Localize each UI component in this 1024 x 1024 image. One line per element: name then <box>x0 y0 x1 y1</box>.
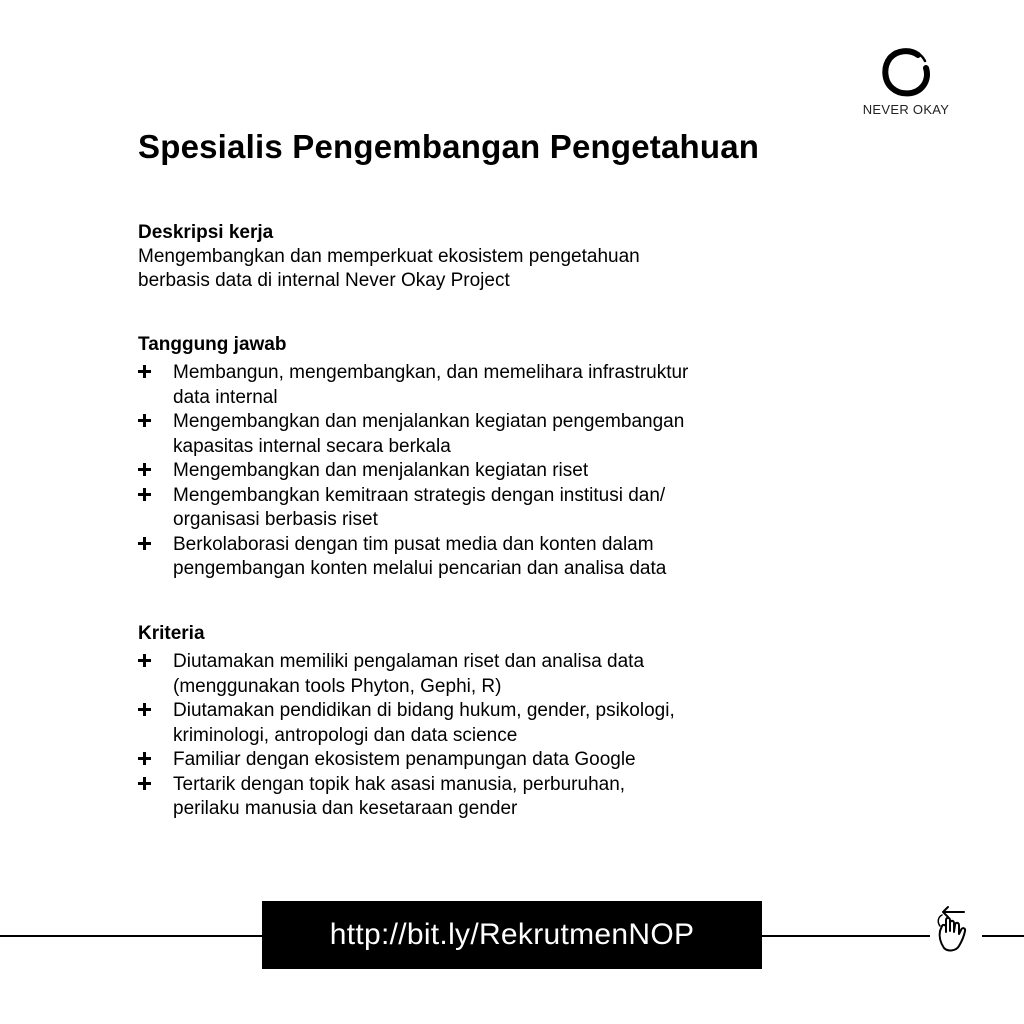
list-item <box>138 699 818 748</box>
list-item <box>138 650 818 699</box>
criteria-heading: Kriteria <box>138 623 205 644</box>
list-item <box>138 484 818 533</box>
list-item <box>138 748 818 773</box>
footer-rule-end <box>982 935 1024 937</box>
description-line: Mengembangkan dan memperkuat ekosistem pengetahuan <box>138 246 640 267</box>
brush-circle-icon <box>880 46 932 98</box>
footer-rule-left <box>0 935 262 937</box>
list-item <box>138 361 818 410</box>
list-item-line: Mengembangkan dan menjalankan kegiatan pengembangan <box>173 411 685 432</box>
list-item-line: Diutamakan pendidikan di bidang hukum, gender, psikologi, <box>173 700 675 721</box>
recruitment-link-text[interactable]: http://bit.ly/RekrutmenNOP <box>329 918 695 951</box>
plus-icon <box>138 488 151 501</box>
list-item-line: perilaku manusia dan kesetaraan gender <box>173 798 518 819</box>
plus-icon <box>138 752 151 765</box>
plus-icon <box>138 777 151 790</box>
list-item-line: kapasitas internal secara berkala <box>173 435 451 457</box>
list-item-line: Berkolaborasi dengan tim pusat media dan konten dalam <box>173 533 654 555</box>
list-item <box>138 459 818 484</box>
list-item-line: pengembangan konten melalui pencarian dan analisa data <box>173 558 667 579</box>
plus-icon <box>138 463 151 476</box>
list-item-line: Tertarik dengan topik hak asasi manusia, perburuhan, <box>173 773 626 795</box>
plus-icon <box>138 365 151 378</box>
responsibilities-heading: Tanggung jawab <box>138 334 287 355</box>
list-item-line: (menggunakan tools Phyton, Gephi, R) <box>173 675 502 697</box>
list-item <box>138 773 818 822</box>
description-heading: Deskripsi kerja <box>138 222 274 243</box>
description-line: berbasis data di internal Never Okay Project <box>138 270 510 291</box>
recruitment-link[interactable] <box>262 901 762 969</box>
responsibilities-list <box>138 361 818 582</box>
responsibilities-section <box>138 333 818 582</box>
list-item-line: Diutamakan memiliki pengalaman riset dan analisa data <box>173 651 645 672</box>
list-item <box>138 410 818 459</box>
page-title: Spesialis Pengembangan Pengetahuan <box>138 128 760 165</box>
list-item-line: Mengembangkan dan menjalankan kegiatan riset <box>173 460 589 481</box>
criteria-section <box>138 622 818 822</box>
list-item <box>138 533 818 582</box>
swipe-hand-icon <box>934 904 978 956</box>
description-section <box>138 221 818 293</box>
plus-icon <box>138 654 151 667</box>
plus-icon <box>138 537 151 550</box>
plus-icon <box>138 703 151 716</box>
brand-logo <box>858 46 954 122</box>
list-item-line: Mengembangkan kemitraan strategis dengan institusi dan/ <box>173 484 666 506</box>
list-item-line: data internal <box>173 386 278 408</box>
footer-rule-right <box>762 935 930 937</box>
list-item-line: Familiar dengan ekosistem penampungan data Google <box>173 749 636 770</box>
list-item-line: Membangun, mengembangkan, dan memelihara infrastruktur <box>173 362 689 383</box>
brand-name: NEVER OKAY <box>862 102 950 117</box>
plus-icon <box>138 414 151 427</box>
list-item-line: organisasi berbasis riset <box>173 509 378 530</box>
list-item-line: kriminologi, antropologi dan data science <box>173 724 518 746</box>
criteria-list <box>138 650 818 822</box>
